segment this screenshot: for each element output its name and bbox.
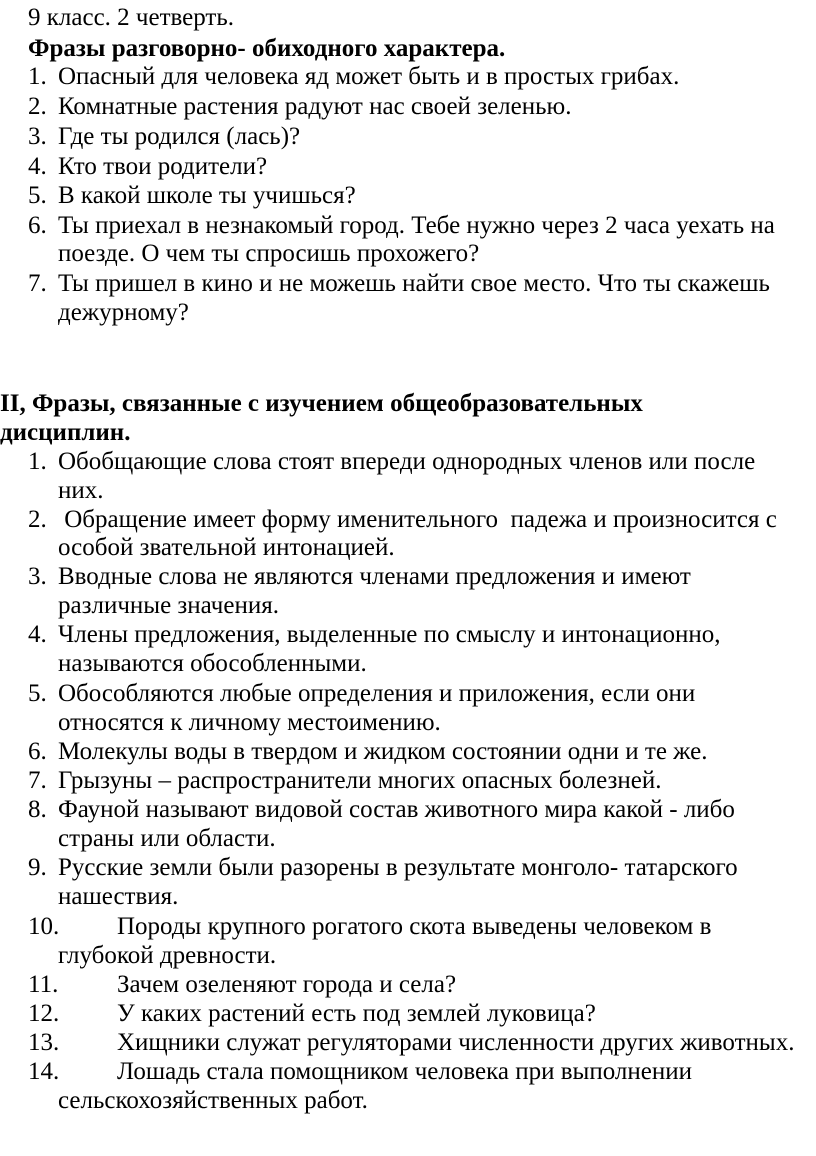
list-text: Обособляются любые определения и приложения, если они [58, 680, 696, 707]
list-number: 12. [28, 1000, 60, 1027]
list-item [28, 62, 679, 91]
list-text: Породы крупного рогатого скота выведены человеком в [117, 913, 712, 940]
list-item [28, 679, 695, 708]
list-text: Ты пришел в кино и не можешь найти свое место. Что ты скажешь [58, 270, 770, 297]
list-item [28, 970, 456, 999]
list-number: 1. [28, 63, 47, 90]
list-text: Обобщающие слова стоят впереди однородных членов или после [58, 448, 756, 475]
list-number: 5. [28, 182, 47, 209]
list-number: 3. [28, 123, 47, 150]
list-item [28, 211, 775, 240]
list-text-continuation: особой звательной интонацией. [58, 534, 395, 561]
list-text-continuation: нашествия. [58, 883, 179, 910]
list-item [28, 562, 691, 591]
list-text: Хищники служат регуляторами численности других животных. [117, 1029, 795, 1056]
list-number: 13. [28, 1029, 60, 1056]
list-text: Комнатные растения радуют нас своей зеленью. [58, 93, 572, 120]
list-text-continuation: сельскохозяйственных работ. [58, 1087, 368, 1114]
list-text: Зачем озеленяют города и села? [117, 971, 457, 998]
list-number: 10. [28, 913, 60, 940]
list-text: Вводные слова не являются членами предложения и имеют [58, 563, 691, 590]
list-text: Русские земли были разорены в результате монголо- татарского [58, 854, 738, 881]
list-text-continuation: различные значения. [58, 592, 279, 619]
list-item [28, 912, 711, 941]
list-text: Грызуны – распространители многих опасных болезней. [58, 767, 662, 794]
list-text: Где ты родился (лась)? [58, 123, 301, 150]
list-number: 2. [28, 93, 47, 120]
list-item [28, 795, 735, 824]
list-text: Фауной называют видовой состав животного мира какой - либо [58, 796, 735, 823]
list-number: 9. [28, 854, 47, 881]
list-number: 6. [28, 738, 47, 765]
section2-title: II, Фразы, связанные с изучением общеобразовательных [0, 390, 643, 417]
list-text-continuation: относятся к личному местоимению. [58, 709, 441, 736]
list-item [28, 620, 721, 649]
list-number: 14. [28, 1058, 60, 1085]
list-text-continuation: дежурному? [58, 299, 189, 326]
list-text: Ты приехал в незнакомый город. Тебе нужно через 2 часа уехать на [58, 212, 775, 239]
list-number: 4. [28, 153, 47, 180]
list-item [28, 181, 356, 210]
list-text-continuation: страны или области. [58, 825, 276, 852]
list-text: Члены предложения, выделенные по смыслу и интонационно, [58, 621, 721, 648]
list-item [28, 447, 755, 476]
section2-title-continuation: дисциплин. [0, 419, 131, 446]
list-number: 5. [28, 680, 47, 707]
list-text: Лошадь стала помощником человека при выполнении [117, 1058, 692, 1085]
list-item [28, 152, 267, 181]
list-text-continuation: глубокой древности. [58, 942, 277, 969]
section1-title: Фразы разговорно- обиходного характера. [28, 35, 506, 62]
list-item [28, 122, 300, 151]
list-text: Обращение имеет форму именительного падежа и произносится с [58, 506, 777, 533]
list-text-continuation: поезде. О чем ты спросишь прохожего? [58, 240, 480, 267]
list-number: 7. [28, 270, 47, 297]
list-item [28, 92, 571, 121]
list-text-continuation: называются обособленными. [58, 650, 367, 677]
list-text: Кто твои родители? [58, 153, 268, 180]
list-number: 1. [28, 448, 47, 475]
list-number: 3. [28, 563, 47, 590]
list-text: Молекулы воды в твердом и жидком состоянии одни и те же. [58, 738, 708, 765]
list-item [28, 999, 596, 1028]
list-item [28, 269, 770, 298]
grade-quarter-line: 9 класс. 2 четверть. [28, 4, 235, 31]
list-number: 8. [28, 796, 47, 823]
list-item [28, 505, 777, 534]
list-text: Опасный для человека яд может быть и в простых грибах. [58, 63, 680, 90]
list-item [28, 1057, 692, 1086]
list-number: 11. [28, 971, 59, 998]
list-number: 4. [28, 621, 47, 648]
list-item [28, 737, 707, 766]
list-item [28, 766, 662, 795]
list-item [28, 853, 738, 882]
list-text: У каких растений есть под землей луковица? [117, 1000, 596, 1027]
list-number: 2. [28, 506, 47, 533]
list-item [28, 1028, 794, 1057]
list-number: 7. [28, 767, 47, 794]
list-text: В какой школе ты учишься? [58, 182, 356, 209]
list-number: 6. [28, 212, 47, 239]
list-text-continuation: них. [58, 477, 104, 504]
